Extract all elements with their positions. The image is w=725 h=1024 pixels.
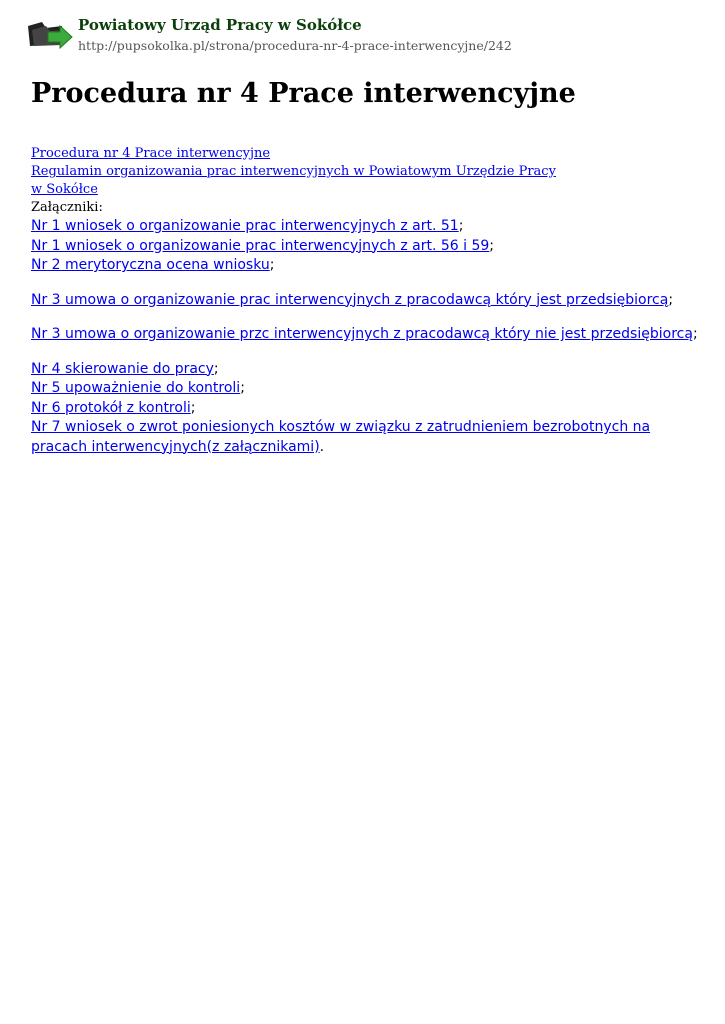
regulation-link-line2: w Sokółce (31, 182, 98, 197)
attachment-suffix: ; (692, 326, 698, 342)
site-header (26, 14, 706, 58)
attachment-item (31, 399, 691, 419)
attachment-item (31, 256, 691, 276)
attachment-link[interactable]: Nr 1 wniosek o organizowanie prac interwencyjnych z art. 51 (31, 218, 459, 234)
attachment-link[interactable]: Nr 4 skierowanie do pracy (31, 360, 214, 377)
attachments-label: Załączniki: (31, 200, 103, 215)
attachment-suffix: . (319, 438, 325, 455)
site-url: http://pupsokolka.pl/strona/procedura-nr-4-prace-interwencyjne/242 (78, 38, 512, 53)
regulation-link[interactable] (31, 163, 691, 199)
folder-arrow-logo-icon (26, 18, 74, 50)
attachment-item (31, 418, 691, 457)
attachment-item (31, 379, 691, 399)
attachment-item (31, 325, 698, 345)
attachment-link[interactable]: Nr 6 protokół z kontroli (31, 399, 191, 416)
site-name: Powiatowy Urząd Pracy w Sokółce (78, 16, 362, 34)
procedure-link[interactable]: Procedura nr 4 Prace interwencyjne (31, 146, 271, 161)
attachment-link[interactable]: Nr 7 wniosek o zwrot poniesionych kosztów w związku z zatrudnieniem bezrobotnych na pracach interwencyjnych(z załącznikami) (31, 419, 651, 455)
attachment-link[interactable]: Nr 5 upoważnienie do kontroli (31, 380, 241, 396)
article-content (31, 145, 698, 457)
attachments-list (31, 217, 698, 457)
intro-links (31, 145, 691, 217)
attachment-suffix: ; (240, 380, 245, 396)
attachment-suffix: ; (489, 237, 495, 254)
attachment-link[interactable]: Nr 1 wniosek o organizowanie prac interwencyjnych z art. 56 i 59 (31, 237, 490, 254)
attachment-suffix: ; (668, 291, 674, 308)
attachment-link[interactable]: Nr 2 merytoryczna ocena wniosku (31, 257, 270, 273)
attachment-link[interactable]: Nr 3 umowa o organizowanie prac interwencyjnych z pracodawcą który jest przedsiębiorcą (31, 291, 669, 308)
attachment-suffix: ; (269, 257, 275, 273)
attachment-item (31, 291, 691, 311)
attachment-item (31, 237, 691, 257)
regulation-link-line1: Regulamin organizowania prac interwencyjnych w Powiatowym Urzędzie Pracy (31, 164, 556, 179)
attachment-suffix: ; (190, 399, 196, 416)
attachment-link[interactable]: Nr 3 umowa o organizowanie przc interwencyjnych z pracodawcą który nie jest przedsiębiorcą (31, 326, 693, 342)
attachment-suffix: ; (213, 360, 219, 377)
attachment-suffix: ; (458, 218, 464, 234)
attachment-item (31, 360, 691, 380)
attachment-item (31, 217, 691, 237)
page-title: Procedura nr 4 Prace interwencyjne (31, 78, 576, 109)
